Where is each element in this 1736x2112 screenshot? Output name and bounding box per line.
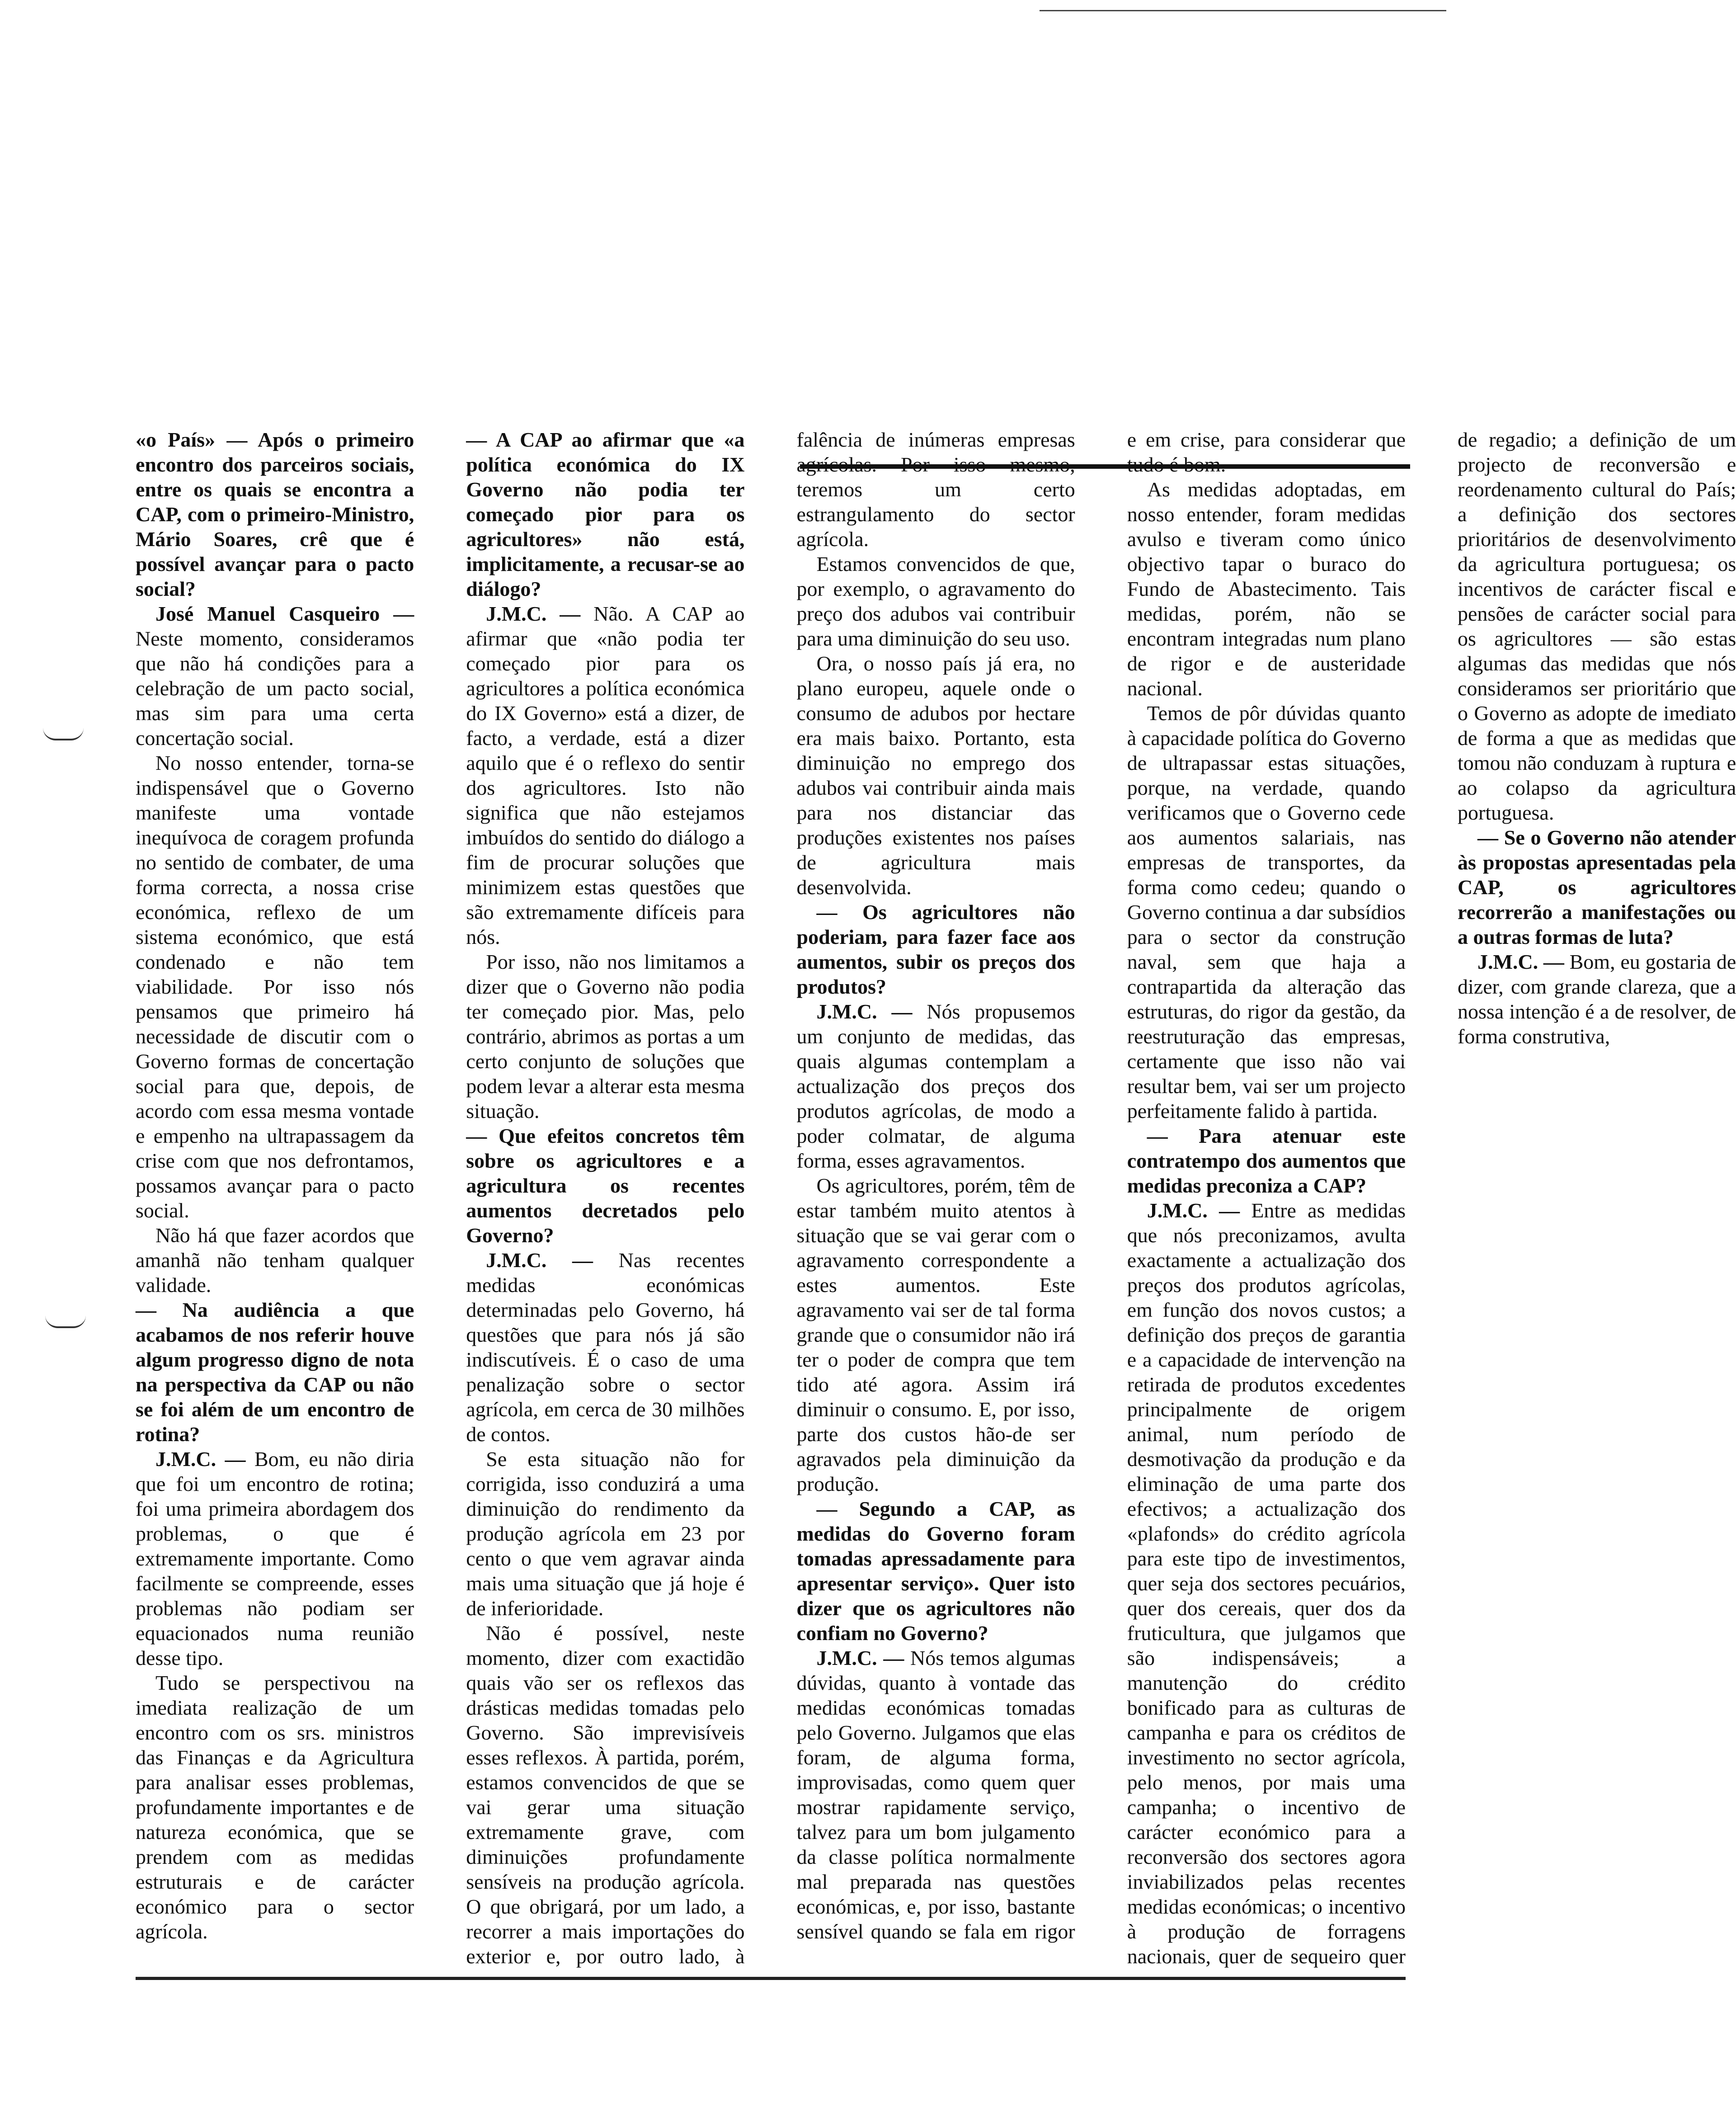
paragraph-text: Nas recentes medidas económicas determinadas pelo Governo, há questões que para nós já são indiscutíveis. É o caso de uma penalização sobre o sector agrícola, em cerca de 30 milhões de contos. <box>466 1249 745 1446</box>
interview-question <box>466 427 744 601</box>
paragraph-text: — Se o Governo não atender às propostas apresentadas pela CAP, os agricultores recorrerão a manifestações ou a outras formas de luta? <box>1458 826 1736 948</box>
speaker-name: J.M.C. — <box>816 1646 904 1669</box>
paragraph-text: Entre as medidas que nós preconizamos, avulta exactamente a actualização dos preços dos produtos agrícolas, em função dos novos custos; a definição dos preços de garantia e a capacidade de intervenção na retirada de produtos excedentes principalmente de origem animal, num período de desmotivação da produção e da eliminação de uma parte dos efectivos; a actualização dos «plafonds» do crédito agrícola para este tipo de investimentos, quer seja dos sectores pecuários, quer dos cereais, quer dos da fruticultura, que julgamos que são indispensáveis; a manutenção do crédito bonificado para as culturas de campanha e para os créditos de investimento no sector agrícola, pelo menos, por mais uma campanha; o incentivo de carácter económico para a reconversão dos sectores agora inviabilizados pelas recentes medidas económicas; o incentivo à produção de forragens nacionais, quer de sequeiro quer de regadio; a definição de um projecto de reconversão e reordenamento cultural do País; a definição dos sectores prioritários de desenvolvimento da agricultura portuguesa; os incentivos de carácter fiscal e pensões de carácter social para os agricultores — são estas algumas das medidas que nós consideramos ser prioritário que o Governo as adopte de imediato de forma a que as medidas que tomou não conduzam à ruptura e ao colapso da agricultura portuguesa. <box>1127 428 1736 1968</box>
paragraph-text: Tudo se perspectivou na imediata realização de um encontro com os srs. ministros das Finanças e da Agricultura para analisar esses problemas, profundamente importantes e de natureza económica, que se prendem com as medidas estruturais e de carácter económico para o sector agrícola. <box>136 1671 414 1943</box>
interview-question <box>466 1123 744 1248</box>
paragraph-text: Não. A CAP ao afirmar que «não podia ter começado pior para os agricultores a política económica do IX Governo» está a dizer, de facto, a verdade, está a dizer aquilo que é o reflexo do sentir dos agricultores. Isto não significa que não estejamos imbuídos do sentido do diálogo a fim de procurar soluções que minimizem estas questões que são extremamente difíceis para nós. <box>466 602 745 948</box>
speaker-name: J.M.C. — <box>816 1000 913 1023</box>
paragraph-text: — Os agricultores não poderiam, para fazer face aos aumentos, subir os preços dos produtos? <box>796 900 1075 998</box>
margin-mark <box>43 728 84 740</box>
margin-mark <box>45 1315 86 1328</box>
paragraph-text: Ora, o nosso país já era, no plano europeu, aquele onde o consumo de adubos por hectare era mais baixo. Portanto, esta diminuição no emprego dos adubos vai contribuir ainda mais para nos distanciar das produções existentes nos países de agricultura mais desenvolvida. <box>796 652 1075 899</box>
body-paragraph <box>1127 477 1406 701</box>
interview-answer <box>466 1248 744 1447</box>
speaker-name: J.M.C. — <box>486 1249 593 1272</box>
body-paragraph <box>136 1670 414 1944</box>
paragraph-text: Se esta situação não for corrigida, isso conduzirá a uma diminuição do rendimento da produção agrícola em 23 por cento o que vem agravar ainda mais uma situação que já hoje é de inferioridade. <box>466 1447 745 1620</box>
interview-question <box>1458 825 1736 949</box>
article-body <box>136 427 1736 1973</box>
speaker-name: J.M.C. — <box>1477 950 1564 973</box>
interview-answer <box>136 1447 414 1670</box>
body-paragraph <box>797 651 1075 900</box>
body-paragraph <box>466 1447 744 1621</box>
paragraph-text: Por isso, não nos limitamos a dizer que o Governo não podia ter começado pior. Mas, pelo contrário, abrimos as portas a um certo conjunto de soluções que podem levar a alterar esta mesma situação. <box>466 950 745 1122</box>
bottom-rule <box>136 1977 1406 1980</box>
interview-question <box>136 427 414 601</box>
paragraph-text: As medidas adoptadas, em nosso entender, foram medidas avulso e tiveram como único objectivo tapar o buraco do Fundo de Abastecimento. Tais medidas, porém, não se encontram integradas num plano de rigor e de austeridade nacional. <box>1127 478 1406 700</box>
speaker-name: J.M.C. — <box>486 602 581 625</box>
paragraph-text: Temos de pôr dúvidas quanto à capacidade política do Governo de ultrapassar estas situações, porque, na verdade, quando verificamos que o Governo cede aos aumentos salariais, nas empresas de transportes, da forma como cedeu; quando o Governo continua a dar subsídios para o sector da construção naval, sem que haja a contrapartida da alteração das estruturas, do rigor da gestão, da reestruturação das empresas, certamente que isso não vai resultar bem, vai ser um projecto perfeitamente falido à partida. <box>1127 702 1406 1122</box>
interview-answer <box>136 601 414 750</box>
paragraph-text: Os agricultores, porém, têm de estar também muito atentos à situação que se vai gerar com o agravamento correspondente a estes aumentos. Este agravamento vai ser de tal forma grande que o consumidor não irá ter o poder de compra que tem tido até agora. Assim irá diminuir o consumo. E, por isso, parte dos custos hão-de ser agravados pela diminuição da produção. <box>796 1174 1075 1495</box>
paragraph-text: Nós propusemos um conjunto de medidas, das quais algumas contemplam a actualização dos preços dos produtos agrícolas, de modo a poder colmatar, de alguma forma, esses agravamentos. <box>796 1000 1075 1172</box>
body-paragraph <box>136 750 414 1223</box>
interview-question <box>797 900 1075 999</box>
interview-answer <box>466 601 744 949</box>
paragraph-text: Bom, eu não diria que foi um encontro de rotina; foi uma primeira abordagem dos problemas, o que é extremamente importante. Como facilmente se compreende, esses problemas não podiam ser equacionados numa reunião desse tipo. <box>136 1447 414 1669</box>
interview-question <box>136 1297 414 1447</box>
paragraph-text: — Que efeitos concretos têm sobre os agricultores e a agricultura os recentes aumentos decretados pelo Governo? <box>466 1124 745 1247</box>
paragraph-text: Neste momento, consideramos que não há condições para a celebração de um pacto social, mas sim para uma certa concertação social. <box>136 627 414 750</box>
speaker-name: J.M.C. — <box>155 1447 246 1471</box>
body-paragraph <box>466 949 744 1123</box>
interview-answer <box>1458 949 1736 1049</box>
paragraph-text: Estamos convencidos de que, por exemplo, o agravamento do preço dos adubos vai contribuir para uma diminuição do seu uso. <box>796 552 1075 650</box>
paragraph-text: «o País» — Após o primeiro encontro dos parceiros sociais, entre os quais se encontra a CAP, com o primeiro-Ministro, Mário Soares, crê que é possível avançar para o pacto social? <box>136 428 414 600</box>
paragraph-text: No nosso entender, torna-se indispensável que o Governo manifeste uma vontade inequívoca de coragem profunda no sentido de combater, de uma forma correcta, a nossa crise económica, reflexo de um sistema económico, que está condenado e não tem viabilidade. Por isso nós pensamos que primeiro há necessidade de discutir com o Governo formas de concertação social para que, depois, de acordo com essa mesma vontade e empenho na ultrapassagem da crise com que nos defrontamos, possamos avançar para o pacto social. <box>136 751 414 1222</box>
body-paragraph <box>1127 701 1406 1123</box>
speaker-name: José Manuel Casqueiro — <box>155 602 414 625</box>
paragraph-text: — Segundo a CAP, as medidas do Governo foram tomadas apressadamente para apresentar serviço». Quer isto dizer que os agricultores não confiam no Governo? <box>796 1497 1075 1645</box>
paragraph-text: — A CAP ao afirmar que «a política económica do IX Governo não podia ter começado pior para os agricultores» não está, implicitamente, a recusar-se ao diálogo? <box>466 428 745 600</box>
paragraph-text: — Na audiência a que acabamos de nos referir houve algum progresso digno de nota na perspectiva da CAP ou não se foi além de um encontro de rotina? <box>136 1298 414 1446</box>
body-paragraph <box>797 552 1075 651</box>
paragraph-text: — Para atenuar este contratempo dos aumentos que medidas preconiza a CAP? <box>1127 1124 1406 1197</box>
paragraph-text: Nós temos algumas dúvidas, quanto à vontade das medidas económicas tomadas pelo Governo. Julgamos que elas foram, de alguma forma, improvisadas, como quem quer mostrar rapidamente serviço, talvez para um bom julgamento da classe política normalmente mal preparada nas questões económicas, e, por isso, bastante sensível quando se fala em rigor e em crise, para considerar que tudo é bom. <box>796 428 1406 1943</box>
speaker-name: J.M.C. — <box>1147 1199 1240 1222</box>
interview-question <box>797 1496 1075 1645</box>
interview-answer <box>797 999 1075 1173</box>
body-paragraph <box>797 1173 1075 1496</box>
paragraph-text: Não é possível, neste momento, dizer com exactidão quais vão ser os reflexos das drásticas medidas tomadas pelo Governo. São imprevisíveis esses reflexos. À partida, porém, estamos convencidos de que se vai gerar uma situação extremamente grave, com diminuições profundamente sensíveis na produção agrícola. O que obrigará, por um lado, a recorrer a mais importações do exterior e, por outro lado, à falência de inúmeras empresas agrícolas. Por isso mesmo, teremos um certo estrangulamento do sector agrícola. <box>466 428 1075 1968</box>
interview-question <box>1127 1123 1406 1198</box>
body-paragraph <box>136 1223 414 1297</box>
paragraph-text: Bom, eu gostaria de dizer, com grande clareza, que a nossa intenção é a de resolver, de forma construtiva, <box>1458 950 1736 1048</box>
top-rule <box>1040 10 1446 11</box>
paragraph-text: Não há que fazer acordos que amanhã não tenham qualquer validade. <box>136 1224 414 1296</box>
